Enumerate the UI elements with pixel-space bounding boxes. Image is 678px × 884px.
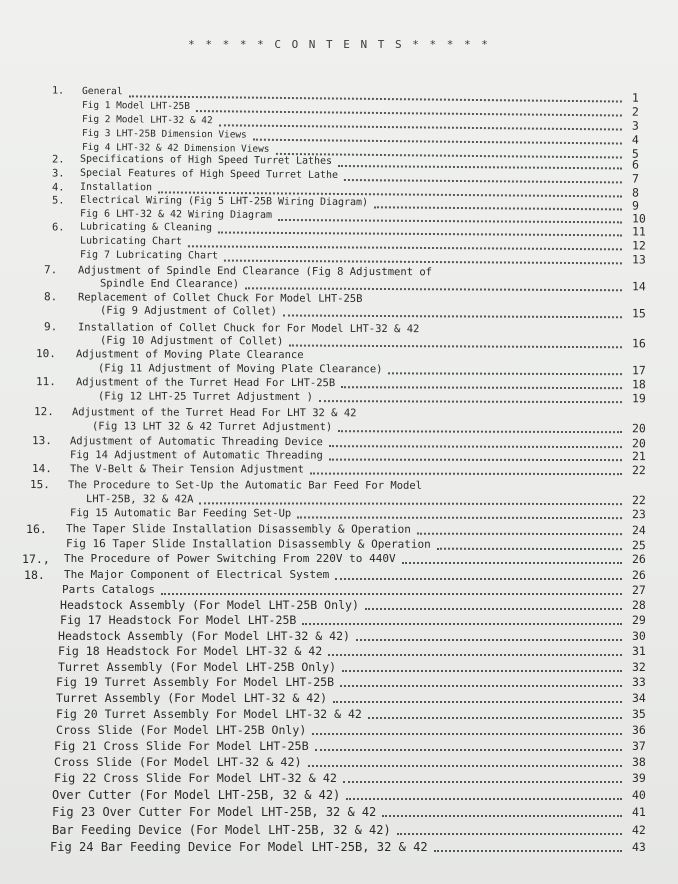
toc-entry	[0, 478, 678, 493]
toc-entry	[0, 492, 678, 507]
page-number: 39	[632, 771, 646, 785]
toc-entry	[0, 522, 678, 537]
contents-heading: * * * * * C O N T E N T S * * * * *	[188, 38, 490, 51]
page-number: 16	[631, 336, 646, 351]
dot-leader	[161, 591, 622, 595]
entry-title: (Fig 12 LHT-25 Turret Adjustment )	[97, 390, 313, 404]
entry-title: Adjustment of the Turret Head For LHT-25B	[75, 376, 336, 390]
entry-title: Lubricating Chart	[79, 235, 183, 248]
dot-leader	[329, 457, 622, 462]
page-number: 7	[631, 171, 639, 186]
page-number: 6	[631, 157, 639, 172]
page-number: 29	[632, 613, 646, 627]
entry-title: Fig 14 Adjustment of Automatic Threading	[69, 449, 323, 462]
page-number: 42	[632, 823, 646, 837]
entry-number: 15.	[29, 478, 50, 492]
toc-entry	[0, 552, 678, 566]
entry-number: 5.	[51, 194, 65, 207]
entry-title: Adjustment of the Turret Head For LHT 32 & 42	[71, 406, 357, 420]
toc-entry	[0, 691, 678, 705]
toc-entry	[0, 419, 678, 435]
dot-leader	[388, 370, 622, 375]
page-number: 23	[631, 507, 646, 522]
dot-leader	[308, 763, 622, 767]
entry-title: Installation	[79, 181, 153, 194]
dot-leader	[315, 747, 622, 751]
entry-title: Adjustment of Spindle End Clearance (Fig 8 Adjustment of	[77, 264, 433, 279]
entry-number: 11.	[35, 375, 56, 389]
entry-title: (Fig 9 Adjustment of Collet)	[99, 304, 278, 318]
dot-leader	[224, 258, 622, 265]
dot-leader	[333, 699, 622, 703]
entry-title: The Procedure of Power Switching From 220V to 440V	[64, 552, 396, 565]
page-number: 18	[631, 377, 646, 392]
page-number: 37	[632, 739, 646, 753]
entry-title: Fig 18 Headstock For Model LHT-32 & 42	[58, 644, 323, 658]
entry-number: 17.,	[22, 552, 50, 566]
page-number: 8	[631, 185, 639, 200]
toc-entry	[0, 723, 678, 737]
entry-title: (Fig 10 Adjustment of Collet)	[99, 334, 284, 348]
dot-leader	[297, 515, 622, 520]
entry-title: The Taper Slide Installation Disassembly & Operation	[65, 522, 411, 536]
dot-leader	[310, 471, 622, 476]
dot-leader	[365, 606, 622, 610]
page-number: 25	[631, 538, 646, 553]
dot-leader	[328, 652, 622, 656]
page-number: 19	[631, 391, 646, 406]
dot-leader	[338, 428, 622, 433]
entry-title: Fig 20 Turret Assembly For Model LHT-32 & 42	[56, 707, 362, 721]
entry-title: Cross Slide (For Model LHT-32 & 42)	[54, 755, 302, 769]
page-number: 31	[632, 644, 646, 658]
entry-title: Fig 24 Bar Feeding Device For Model LHT-25B, 32 & 42	[50, 840, 428, 854]
entry-title: LHT-25B, 32 & 42A	[85, 493, 194, 506]
entry-number: 4.	[51, 181, 65, 194]
page-number: 17	[631, 363, 646, 378]
entry-number: 13.	[31, 434, 52, 448]
entry-title: Electrical Wiring (Fig 5 LHT-25B Wiring Diagram)	[79, 194, 369, 209]
entry-title: Adjustment of Moving Plate Clearance	[75, 348, 304, 362]
entry-title: Lubricating & Cleaning	[79, 221, 213, 234]
page-number: 35	[632, 707, 646, 721]
entry-title: General	[81, 85, 123, 98]
entry-title: Fig 3 LHT-25B Dimension Views	[81, 127, 247, 141]
entry-title: Parts Catalogs	[62, 583, 155, 596]
page-number: 9	[631, 198, 639, 213]
entry-title: (Fig 11 Adjustment of Moving Plate Clearance)	[97, 362, 383, 376]
page-number: 15	[631, 306, 646, 321]
toc-entry	[0, 568, 678, 582]
entry-title: Replacement of Collet Chuck For Model LHT-25B	[77, 291, 363, 305]
toc-entry	[0, 506, 678, 521]
page-number: 32	[632, 660, 646, 674]
entry-title: Adjustment of Automatic Threading Device	[69, 435, 323, 449]
page-number: 2	[631, 104, 639, 119]
toc-entry	[0, 840, 678, 854]
toc-entry	[0, 462, 678, 477]
toc-entry	[0, 660, 678, 674]
page-number: 43	[632, 840, 646, 854]
toc-entry	[0, 805, 678, 819]
toc-entry	[0, 389, 678, 405]
page-number: 12	[631, 238, 646, 253]
dot-leader	[199, 500, 622, 505]
page-number: 20	[631, 421, 646, 436]
entry-title: Specifications of High Speed Turret Lathes	[79, 153, 333, 167]
entry-title: Fig 22 Cross Slide For Model LHT-32 & 42	[54, 771, 337, 785]
page-number: 10	[631, 211, 646, 226]
toc-entry	[0, 675, 678, 689]
page-number: 34	[632, 691, 646, 705]
page-number: 26	[632, 568, 646, 582]
page-number: 13	[631, 252, 646, 267]
entry-title: The Procedure to Set-Up the Automatic Bar Feed For Model	[67, 479, 423, 492]
dot-leader	[329, 443, 622, 448]
entry-number: 8.	[43, 290, 58, 304]
page-number: 14	[631, 279, 646, 294]
entry-title: Headstock Assembly (For Model LHT-25B Only)	[60, 598, 359, 612]
page-number: 1	[631, 90, 639, 105]
page-number: 4	[631, 132, 639, 147]
page-number: 41	[632, 805, 646, 819]
entry-title: Headstock Assembly (For Model LHT-32 & 42)	[58, 629, 350, 643]
entry-number: 18.	[24, 568, 45, 582]
dot-leader	[397, 831, 622, 835]
toc-entry	[0, 629, 678, 643]
page-number: 5	[631, 146, 639, 161]
toc-entry	[0, 583, 678, 597]
entry-title: Fig 21 Cross Slide For Model LHT-25B	[54, 739, 309, 753]
entry-title: The Major Component of Electrical System	[64, 568, 330, 581]
page-number: 40	[632, 788, 646, 802]
dot-leader	[402, 560, 622, 564]
toc-entry	[0, 788, 678, 802]
toc-entry	[0, 448, 678, 463]
entry-number: 1.	[51, 85, 65, 97]
page-number: 26	[632, 552, 646, 566]
dot-leader	[417, 531, 622, 535]
dot-leader	[319, 398, 622, 403]
entry-title: Fig 7 Lubricating Chart	[79, 249, 219, 262]
toc-entry	[0, 613, 678, 627]
entry-title: Turret Assembly (For Model LHT-32 & 42)	[56, 691, 328, 705]
entry-title: Cross Slide (For Model LHT-25B Only)	[56, 723, 307, 737]
page-number: 28	[632, 598, 646, 612]
entry-title: Fig 1 Model LHT-25B	[81, 99, 191, 112]
toc-entry	[0, 823, 678, 837]
entry-title: Fig 2 Model LHT-32 & 42	[81, 113, 213, 127]
entry-title: Fig 6 LHT-32 & 42 Wiring Diagram	[79, 208, 273, 221]
dot-leader	[340, 683, 622, 687]
entry-title: (Fig 13 LHT 32 & 42 Turret Adjustment)	[91, 420, 333, 434]
entry-title: Fig 23 Over Cutter For Model LHT-25B, 32 & 42	[52, 805, 377, 819]
entry-title: Fig 15 Automatic Bar Feeding Set-Up	[69, 507, 292, 520]
entry-number: 2.	[51, 153, 65, 166]
dot-leader	[245, 285, 622, 291]
entry-number: 9.	[43, 320, 58, 334]
entry-title: Turret Assembly (For Model LHT-25B Only)	[58, 660, 337, 674]
entry-number: 6.	[51, 221, 65, 234]
dot-leader	[302, 621, 622, 625]
toc-entry	[0, 598, 678, 612]
entry-title: Over Cutter (For Model LHT-25B, 32 & 42)	[52, 788, 341, 802]
toc-entry	[0, 755, 678, 769]
page-number: 3	[631, 118, 639, 133]
dot-leader	[342, 668, 622, 672]
page-number: 27	[632, 583, 646, 597]
dot-leader	[341, 384, 622, 389]
dot-leader	[368, 715, 622, 719]
entry-title: Special Features of High Speed Turret Lathe	[79, 167, 339, 181]
entry-title: The V-Belt & Their Tension Adjustment	[69, 463, 304, 476]
entry-title: Fig 4 LHT-32 & 42 Dimension Views	[81, 141, 270, 155]
entry-title: Fig 19 Turret Assembly For Model LHT-25B	[56, 675, 335, 689]
toc-entry	[0, 303, 678, 321]
toc-entry	[0, 771, 678, 785]
toc-entry	[0, 739, 678, 753]
entry-number: 14.	[31, 462, 52, 476]
dot-leader	[346, 796, 622, 800]
page-number: 36	[632, 723, 646, 737]
entry-number: 16.	[25, 522, 47, 537]
page-number: 22	[631, 463, 646, 478]
page-number: 22	[631, 493, 646, 508]
page-number: 30	[632, 629, 646, 643]
dot-leader	[382, 813, 622, 817]
entry-title: Installation of Collet Chuck for For Model LHT-32 & 42	[77, 321, 420, 336]
entry-title: Bar Feeding Device (For Model LHT-25B, 32 & 42)	[52, 823, 391, 837]
entry-number: 12.	[33, 405, 54, 419]
entry-title: Fig 17 Headstock For Model LHT-25B	[60, 613, 297, 627]
dot-leader	[343, 779, 622, 783]
page-number: 38	[632, 755, 646, 769]
dot-leader	[335, 576, 622, 580]
toc-entry	[0, 644, 678, 658]
page-number: 20	[631, 436, 646, 451]
page-number: 11	[631, 224, 646, 239]
dot-leader	[356, 637, 622, 641]
entry-number: 7.	[43, 263, 58, 277]
entry-number: 3.	[51, 167, 65, 180]
page-number: 33	[632, 675, 646, 689]
entry-title: Spindle End Clearance)	[99, 277, 240, 291]
toc-entry	[0, 707, 678, 721]
toc-entry	[0, 537, 678, 552]
entry-number: 10.	[35, 347, 56, 361]
dot-leader	[283, 312, 622, 318]
dot-leader	[437, 546, 622, 550]
entry-title: Fig 16 Taper Slide Installation Disassembly & Operation	[65, 537, 431, 551]
page-number: 21	[631, 449, 646, 464]
page-number: 24	[631, 523, 646, 538]
dot-leader	[434, 848, 622, 852]
dot-leader	[312, 731, 622, 735]
